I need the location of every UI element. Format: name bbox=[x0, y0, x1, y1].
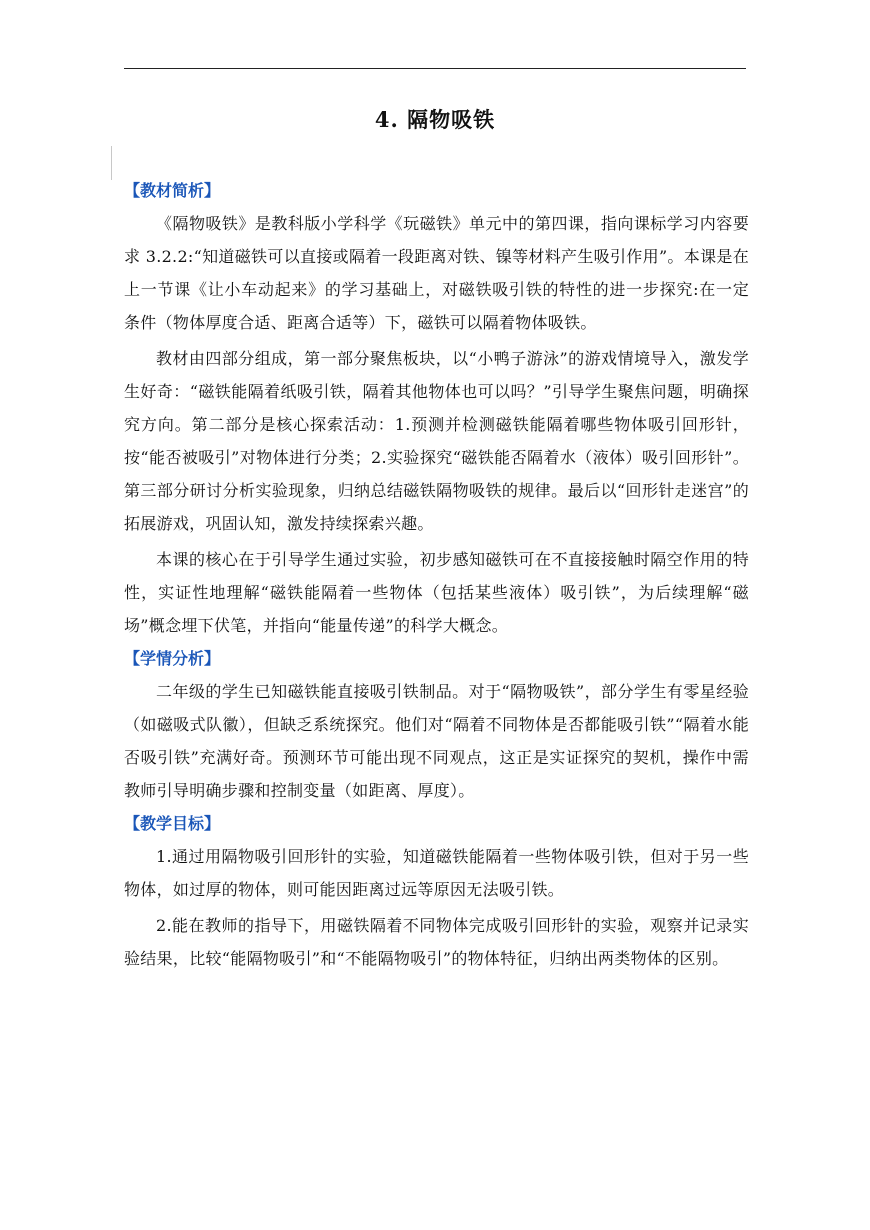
margin-mark bbox=[111, 146, 112, 180]
header-rule bbox=[124, 68, 746, 69]
paragraph: 本课的核心在于引导学生通过实验，初步感知磁铁可在不直接接触时隔空作用的特性，实证性地理解“磁铁能隔着一些物体（包括某些液体）吸引铁”，为后续理解“磁场”概念埋下伏笔，并指向“能量传递”的科学大概念。 bbox=[124, 550, 749, 635]
paragraph: 1.通过用隔物吸引回形针的实验，知道磁铁能隔着一些物体吸引铁，但对于另一些物体，如过厚的物体，则可能因距离过远等原因无法吸引铁。 bbox=[124, 847, 749, 899]
document-body bbox=[124, 174, 749, 975]
section-student-analysis bbox=[124, 642, 749, 807]
paragraph: 教材由四部分组成，第一部分聚焦板块，以“小鸭子游泳”的游戏情境导入，激发学生好奇：“磁铁能隔着纸吸引铁，隔着其他物体也可以吗？”引导学生聚焦问题，明确探究方向。第二部分是核心探索活动：1.预测并检测磁铁能隔着哪些物体吸引回形针，按“能否被吸引”对物体进行分类；2.实验探究“磁铁能否隔着水（液体）吸引回形针”。第三部分研讨分析实验现象，归纳总结磁铁隔物吸铁的规律。最后以“回形针走迷宫”的拓展游戏，巩固认知，激发持续探索兴趣。 bbox=[124, 349, 749, 533]
section-teaching-goals bbox=[124, 807, 749, 975]
paragraph: 《隔物吸铁》是教科版小学科学《玩磁铁》单元中的第四课，指向课标学习内容要求 3.2.2:“知道磁铁可以直接或隔着一段距离对铁、镍等材料产生吸引作用”。本课是在上一节课《让小车动起来》的学习基础上，对磁铁吸引铁的特性的进一步探究:在一定条件（物体厚度合适、距离合适等）下，磁铁可以隔着物体吸铁。 bbox=[124, 214, 749, 332]
section-heading: 【教材简析】 bbox=[124, 181, 221, 200]
page-title: 4. 隔物吸铁 bbox=[374, 107, 496, 132]
section-textbook-analysis bbox=[124, 174, 749, 642]
section-heading: 【教学目标】 bbox=[124, 814, 221, 833]
paragraph: 2.能在教师的指导下，用磁铁隔着不同物体完成吸引回形针的实验，观察并记录实验结果，比较“能隔物吸引”和“不能隔物吸引”的物体特征，归纳出两类物体的区别。 bbox=[124, 916, 749, 968]
section-heading: 【学情分析】 bbox=[124, 649, 221, 668]
paragraph: 二年级的学生已知磁铁能直接吸引铁制品。对于“隔物吸铁”，部分学生有零星经验（如磁吸式队徽），但缺乏系统探究。他们对“隔着不同物体是否都能吸引铁”“隔着水能否吸引铁”充满好奇。预测环节可能出现不同观点，这正是实证探究的契机，操作中需教师引导明确步骤和控制变量（如距离、厚度）。 bbox=[124, 682, 749, 800]
